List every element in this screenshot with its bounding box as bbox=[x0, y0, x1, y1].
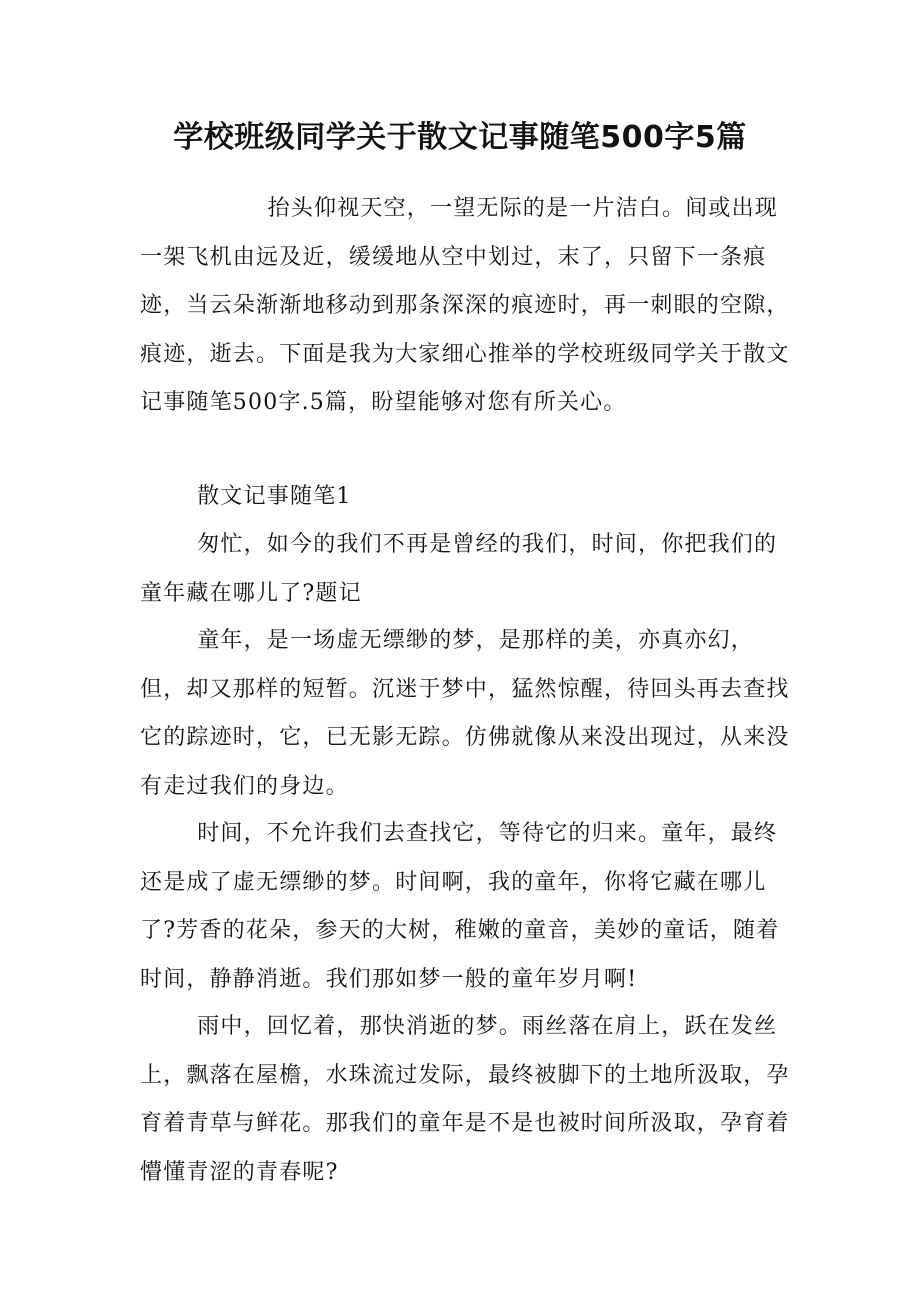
section-heading: 散文记事随笔1 bbox=[197, 484, 352, 509]
paragraph-block-4 bbox=[140, 1003, 790, 1197]
intro-block bbox=[140, 185, 790, 428]
paragraph-block-2 bbox=[140, 617, 790, 811]
body-paragraph: 时间，不允许我们去查找它，等待它的归来。童年，最终还是成了虚无缥缈的梦。时间啊，我的童年，你将它藏在哪儿了?芳香的花朵，参天的大树，稚嫩的童音，美妙的童话，随着时间，静静消逝。我们那如梦一般的童年岁月啊! bbox=[140, 821, 780, 992]
paragraph-block-3 bbox=[140, 810, 790, 1004]
section-heading-block bbox=[140, 473, 790, 522]
paragraph-block-1 bbox=[140, 521, 790, 618]
body-paragraph: 匆忙，如今的我们不再是曾经的我们，时间，你把我们的童年藏在哪儿了?题记 bbox=[140, 532, 778, 606]
intro-paragraph: 抬头仰视天空，一望无际的是一片洁白。间或出现一架飞机由远及近，缓缓地从空中划过，末了，只留下一条痕迹，当云朵渐渐地移动到那条深深的痕迹时，再一刺眼的空隙，痕迹，逝去。下面是我为大家细心推举的学校班级同学关于散文记事随笔500字.5篇，盼望能够对您有所关心。 bbox=[140, 196, 790, 415]
body-paragraph: 童年，是一场虚无缥缈的梦，是那样的美，亦真亦幻，但，却又那样的短暂。沉迷于梦中，猛然惊醒，待回头再去查找它的踪迹时，它，已无影无踪。仿佛就像从来没出现过，从来没有走过我们的身边。 bbox=[140, 628, 790, 799]
body-paragraph: 雨中，回忆着，那快消逝的梦。雨丝落在肩上，跃在发丝上，飘落在屋檐，水珠流过发际，最终被脚下的土地所汲取，孕育着青草与鲜花。那我们的童年是不是也被时间所汲取，孕育着懵懂青涩的青春呢? bbox=[140, 1014, 790, 1185]
document-title: 学校班级同学关于散文记事随笔500字5篇 bbox=[173, 120, 747, 155]
